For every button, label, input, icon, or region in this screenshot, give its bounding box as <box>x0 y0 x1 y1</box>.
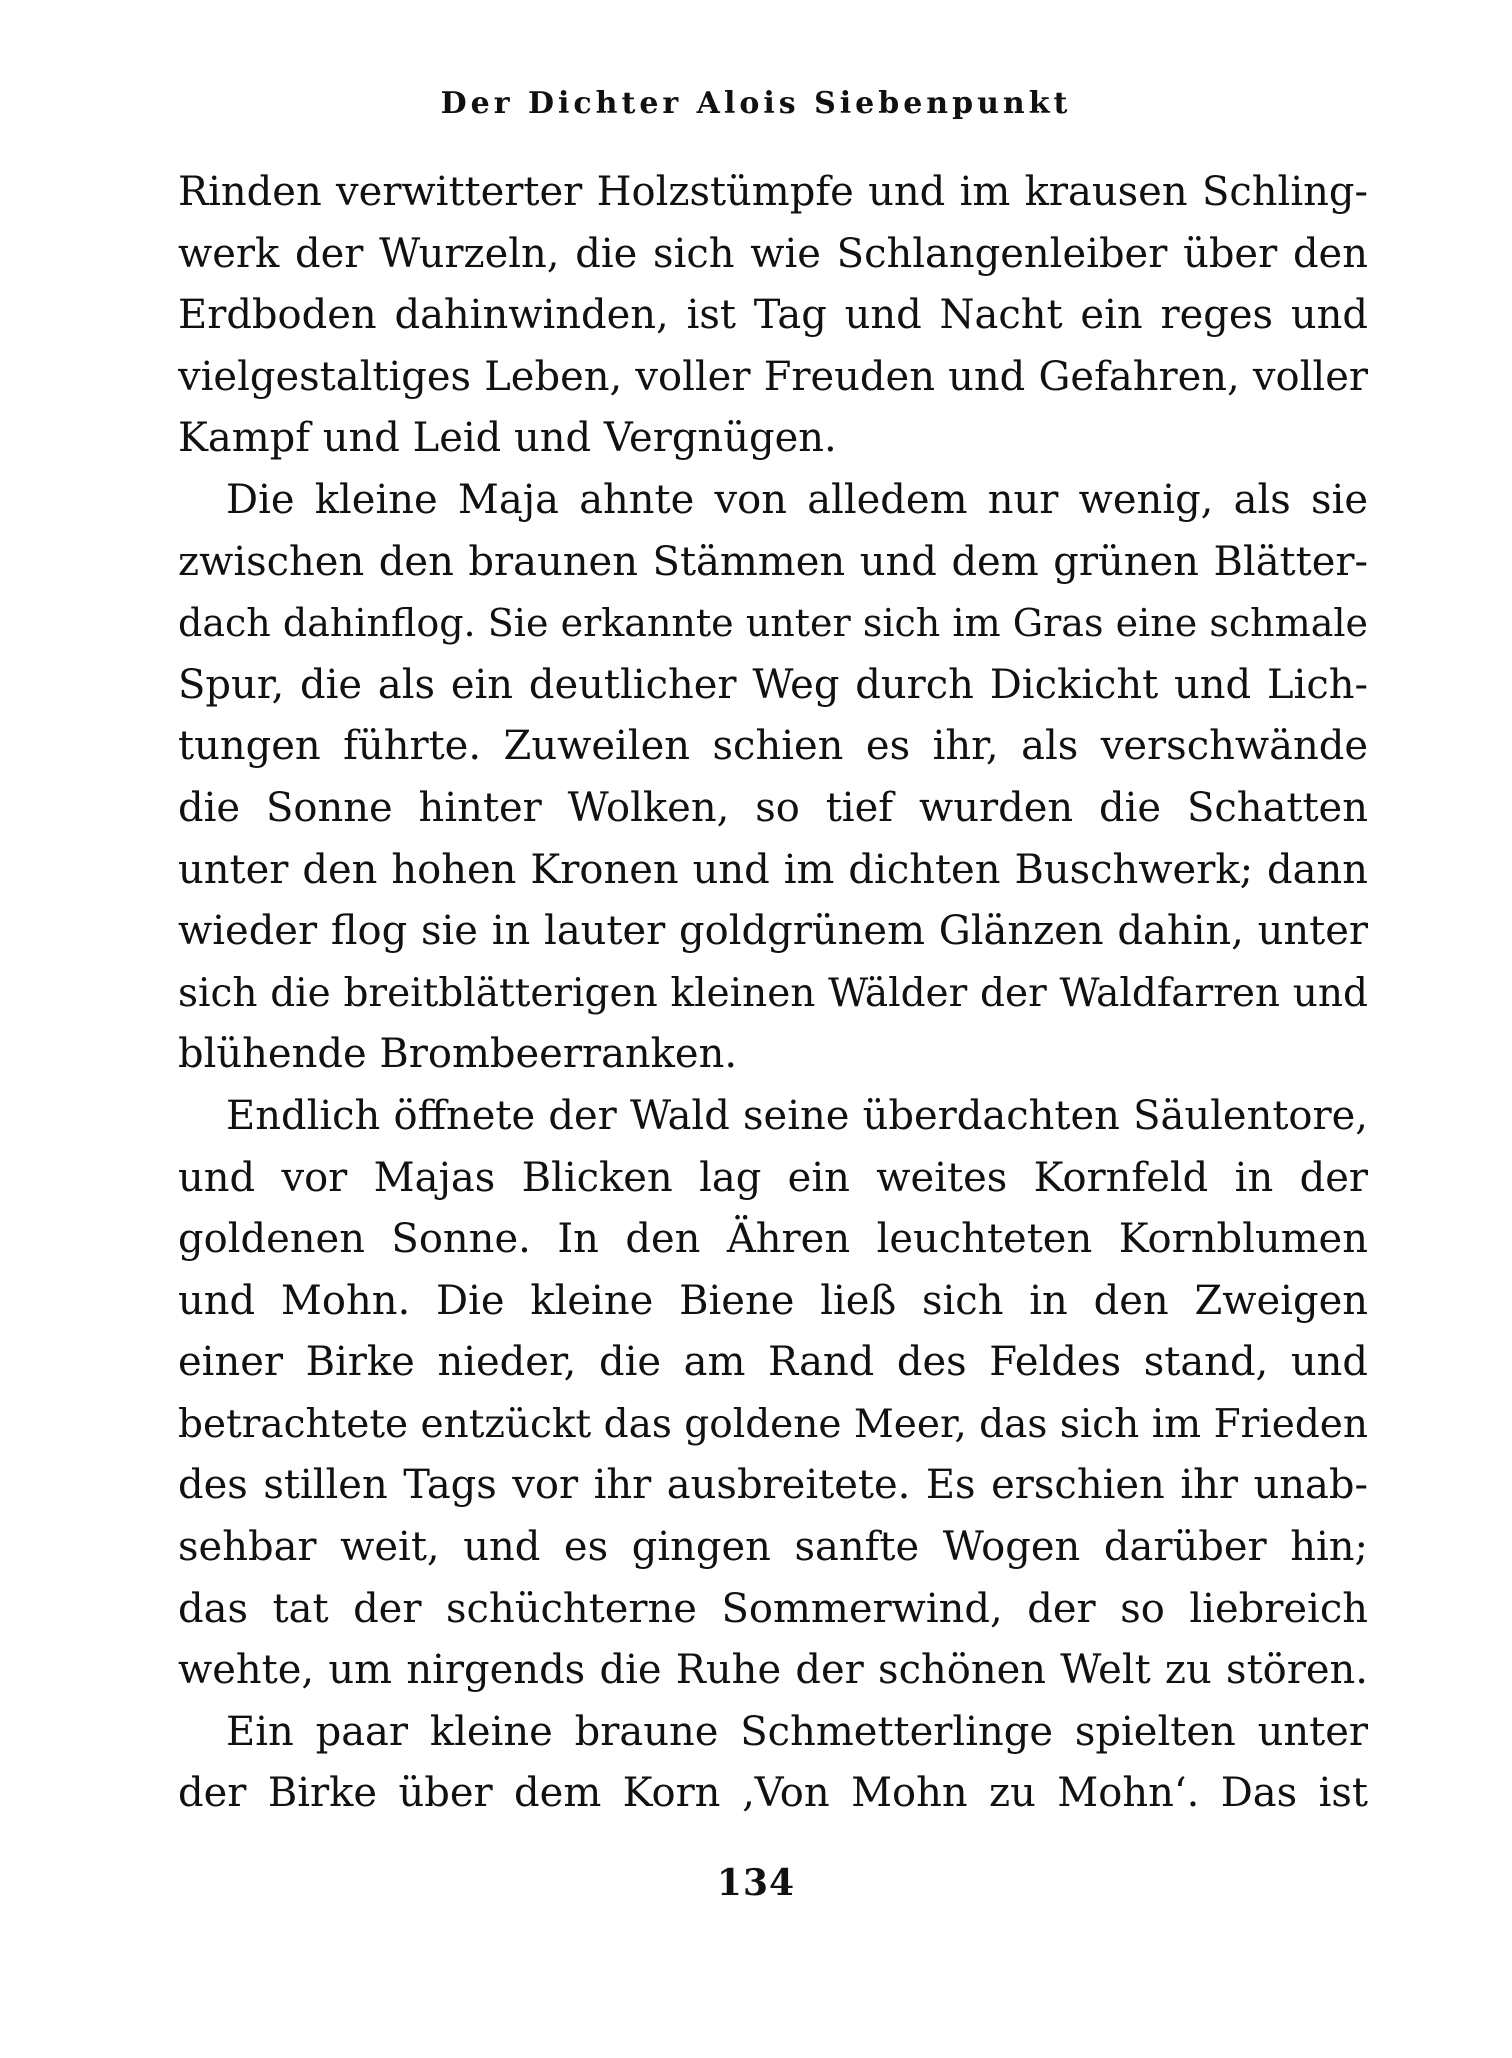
text-line: betrachtete entzückt das goldene Meer, das sich im Frieden <box>178 1401 1368 1447</box>
text-line: goldenen Sonne. In den Ähren leuchteten Kornblumen <box>178 1216 1368 1263</box>
text-line: das tat der schüchterne Sommerwind, der so liebreich <box>178 1585 1368 1632</box>
text-line: einer Birke nieder, die am Rand des Feldes stand, und <box>178 1339 1368 1386</box>
body-text <box>178 162 1368 1825</box>
running-head: Der Dichter Alois Siebenpunkt <box>440 86 1072 121</box>
text-line: blühende Brombeerranken. <box>178 1031 738 1078</box>
text-line: Kampf und Leid und Vergnügen. <box>178 415 837 462</box>
text-line: Ein paar kleine braune Schmetterlinge spielten unter <box>226 1708 1368 1755</box>
text-line: Endlich öffnete der Wald seine überdachten Säulentore, <box>226 1092 1368 1139</box>
text-line: Spur, die als ein deutlicher Weg durch Dickicht und Lich- <box>178 661 1368 708</box>
text-line: dach dahinflog. Sie erkannte unter sich im Gras eine schmale <box>178 601 1368 646</box>
page-number: 134 <box>716 1862 796 1904</box>
text-line: wehte, um nirgends die Ruhe der schönen Welt zu stören. <box>178 1647 1368 1694</box>
text-line: Erdboden dahinwinden, ist Tag und Nacht ein reges und <box>178 292 1368 339</box>
text-line: tungen führte. Zuweilen schien es ihr, als verschwände <box>178 723 1368 770</box>
text-line: Die kleine Maja ahnte von alledem nur wenig, als sie <box>226 476 1368 523</box>
text-line: und vor Majas Blicken lag ein weites Kornfeld in der <box>178 1154 1368 1201</box>
text-line: der Birke über dem Korn ‚Von Mohn zu Mohn‘. Das ist <box>178 1770 1368 1817</box>
text-line: werk der Wurzeln, die sich wie Schlangenleiber über den <box>178 230 1368 277</box>
text-line: wieder flog sie in lauter goldgrünem Glänzen dahin, unter <box>178 908 1368 955</box>
text-line: die Sonne hinter Wolken, so tief wurden die Schatten <box>178 784 1368 831</box>
text-line: sehbar weit, und es gingen sanfte Wogen darüber hin; <box>178 1524 1368 1571</box>
text-line: zwischen den braunen Stämmen und dem grünen Blätter- <box>178 538 1368 585</box>
text-line: Rinden verwitterter Holzstümpfe und im krausen Schling- <box>178 169 1368 215</box>
text-line: sich die breitblätterigen kleinen Wälder der Waldfarren und <box>178 970 1368 1016</box>
text-line: und Mohn. Die kleine Biene ließ sich in den Zweigen <box>178 1277 1368 1324</box>
text-line: unter den hohen Kronen und im dichten Buschwerk; dann <box>178 846 1368 893</box>
text-line: des stillen Tags vor ihr ausbreitete. Es erschien ihr unab- <box>178 1462 1368 1509</box>
text-line: vielgestaltiges Leben, voller Freuden und Gefahren, voller <box>178 353 1368 400</box>
